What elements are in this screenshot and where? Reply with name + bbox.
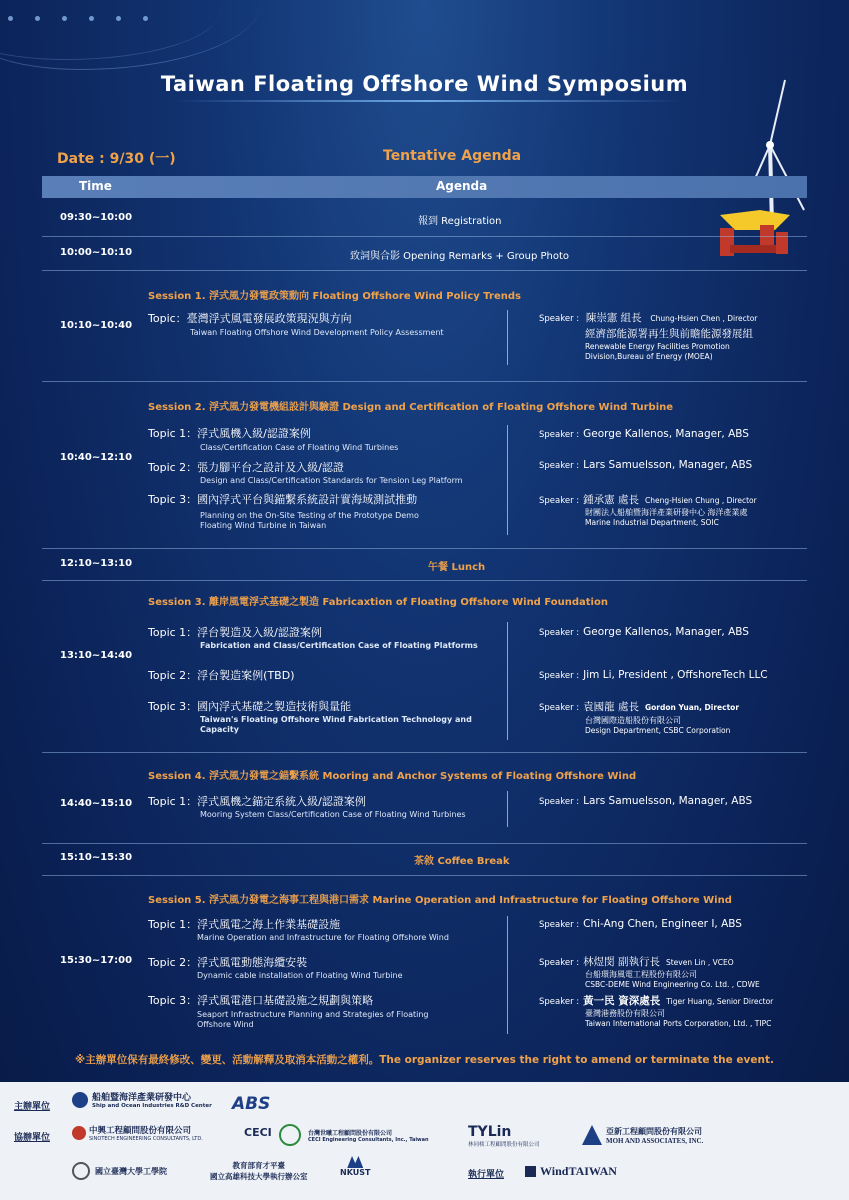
speaker	[539, 918, 742, 930]
soic-name-en: Ship and Ocean Industries R&D Center	[92, 1103, 212, 1109]
speaker-title: Cheng-Hsien Chung , Director	[644, 496, 757, 505]
sponsor-footer	[0, 1082, 849, 1200]
moe-logo	[210, 1160, 308, 1182]
ntu-seal-icon	[72, 1162, 90, 1180]
topic-subtitle: Class/Certification Case of Floating Wind Turbines	[200, 443, 399, 452]
speaker-name: 袁國龍 處長	[583, 701, 639, 713]
time-cell: 15:10~15:30	[60, 852, 133, 863]
row-divider	[42, 580, 807, 581]
sinotech-name-en: SINOTECH ENGINEERING CONSULTANTS, LTD.	[89, 1136, 203, 1142]
topic-title: Topic 3：國內浮式平台與錨繫系統設計實海域測試推動	[148, 493, 418, 506]
topic-subtitle: Fabrication and Class/Certification Case of Floating Platforms	[200, 641, 478, 650]
topic-title: Topic 1：浮式風電之海上作業基礎設施	[148, 918, 341, 931]
speaker-org-en: Renewable Energy Facilities Promotion	[585, 342, 730, 351]
speaker-org: 台船環海風電工程股份有限公司	[585, 970, 697, 979]
topic-subtitle: Floating Wind Turbine in Taiwan	[200, 521, 327, 530]
speaker-name: George Kallenos, Manager, ABS	[583, 626, 749, 638]
speaker-title: Tiger Huang, Senior Director	[666, 997, 774, 1006]
soic-name: 船舶暨海洋產業研發中心	[92, 1093, 192, 1103]
speaker-title: Chung-Hsien Chen , Director	[650, 314, 758, 323]
topic-title: Topic 2：張力腳平台之設計及入級/認證	[148, 461, 344, 474]
speaker	[539, 492, 757, 507]
ceci-emblem-icon	[279, 1124, 301, 1146]
speaker-name: Chi-Ang Chen, Engineer I, ABS	[583, 918, 742, 930]
speaker-org: 臺灣港務股份有限公司	[585, 1009, 665, 1018]
topic-title: Topic：臺灣浮式風電發展政策現況與方向	[148, 312, 352, 325]
speaker-label: Speaker :	[539, 958, 580, 968]
title-underline	[175, 100, 680, 102]
soic-emblem-icon	[72, 1092, 88, 1108]
topic-title: Topic 1：浮式風機之錨定系統入級/認證案例	[148, 795, 366, 808]
event-date: Date : 9/30 (一)	[57, 151, 176, 167]
speaker-label: Speaker :	[539, 703, 580, 713]
topic-title: Topic 1：浮式風機入級/認證案例	[148, 427, 311, 440]
speaker-org-en: Design Department, CSBC Corporation	[585, 726, 731, 735]
time-cell: 14:40~15:10	[60, 798, 133, 809]
session-title: Session 1. 浮式風力發電政策動向 Floating Offshore Wind Policy Trends	[148, 291, 521, 302]
session-title: Session 5. 浮式風力發電之海事工程與港口需求 Marine Operation and Infrastructure for Floating Offshore Wind	[148, 895, 732, 906]
time-cell: 15:30~17:00	[60, 955, 133, 966]
topic-subtitle: Marine Operation and Infrastructure for Floating Offshore Wind	[197, 933, 449, 942]
session-title: Session 3. 離岸風電浮式基礎之製造 Fabricaxtion of Floating Offshore Wind Foundation	[148, 597, 608, 608]
page-title: Taiwan Floating Offshore Wind Symposium	[160, 72, 689, 96]
topic-title: Topic 3：浮式風電港口基礎設施之規劃與策略	[148, 994, 374, 1007]
topic-title: Topic 2：浮台製造案例(TBD)	[148, 669, 295, 682]
nkust-wordmark: NKUST	[340, 1168, 371, 1177]
sinotech-logo	[72, 1124, 203, 1142]
sinotech-name: 中興工程顧問股份有限公司	[89, 1126, 192, 1136]
abs-logo: ABS	[232, 1094, 271, 1114]
speaker-name: Lars Samuelsson, Manager, ABS	[583, 795, 753, 807]
speaker-name: 林煜閔 副執行長	[583, 956, 660, 968]
time-cell: 12:10~13:10	[60, 558, 133, 569]
row-divider	[42, 843, 807, 844]
decorative-dots	[8, 6, 170, 25]
column-separator	[507, 916, 508, 1034]
disclaimer-note: ※主辦單位保有最終修改、變更、活動解釋及取消本活動之權利。The organizer reserves the right to amend or terminate the event.	[75, 1054, 774, 1066]
topic-title: Topic 2：浮式風電動態海纜安裝	[148, 956, 308, 969]
opening-text: 致詞與合影 Opening Remarks + Group Photo	[350, 251, 570, 262]
speaker-label: Speaker :	[539, 671, 580, 681]
speaker-org: 台灣國際造船股份有限公司	[585, 716, 681, 725]
lunch-text: 午餐 Lunch	[428, 562, 486, 573]
speaker-label: Speaker :	[539, 997, 580, 1007]
topic-subtitle: Mooring System Class/Certification Case of Floating Wind Turbines	[200, 810, 466, 819]
windtaiwan-logo	[525, 1164, 617, 1179]
moe-office: 國立高雄科技大學執行辦公室	[210, 1172, 308, 1181]
speaker	[539, 699, 739, 714]
speaker	[539, 993, 773, 1008]
column-separator	[507, 791, 508, 827]
speaker-label: Speaker :	[539, 314, 580, 324]
speaker-label: Speaker :	[539, 797, 580, 807]
speaker	[539, 459, 752, 471]
time-cell: 09:30~10:00	[60, 212, 133, 223]
topic-subtitle: Taiwan Floating Offshore Wind Development Policy Assessment	[190, 328, 444, 337]
speaker-name: George Kallenos, Manager, ABS	[583, 428, 749, 440]
ntu-logo	[72, 1162, 167, 1180]
coffee-text: 茶敘 Coffee Break	[414, 856, 510, 867]
speaker-label: Speaker :	[539, 920, 580, 930]
speaker	[539, 795, 752, 807]
column-separator	[507, 622, 508, 740]
tentative-agenda-heading: Tentative Agenda	[383, 148, 522, 164]
nkust-logo	[340, 1156, 370, 1177]
speaker-title: Gordon Yuan, Director	[644, 703, 740, 712]
table-header	[42, 176, 807, 198]
windtaiwan-wordmark: WindTAIWAN	[540, 1164, 617, 1178]
topic-title: Topic 3：國內浮式基礎之製造技術與量能	[148, 700, 352, 713]
agenda-header: Agenda	[436, 179, 488, 193]
speaker-org-en: Taiwan International Ports Corporation, Ltd. , TIPC	[585, 1019, 772, 1028]
speaker-org: 財團法人船舶暨海洋產業研發中心 海洋產業處	[585, 508, 748, 517]
topic-subtitle: Capacity	[200, 725, 239, 734]
topic-subtitle: Taiwan's Floating Offshore Wind Fabrication Technology and	[200, 715, 472, 724]
topic-subtitle: Planning on the On-Site Testing of the Prototype Demo	[200, 511, 419, 520]
speaker	[539, 428, 749, 440]
ntu-name: 國立臺灣大學工學院	[95, 1166, 167, 1176]
topic-subtitle: Design and Class/Certification Standards for Tension Leg Platform	[200, 476, 463, 485]
speaker	[539, 669, 768, 681]
speaker-label: Speaker :	[539, 628, 580, 638]
time-cell: 10:10~10:40	[60, 320, 133, 331]
speaker-title: Steven Lin , VCEO	[665, 958, 734, 967]
row-divider	[42, 875, 807, 876]
moh-name-en: MOH AND ASSOCIATES, INC.	[606, 1136, 704, 1145]
session-title: Session 4. 浮式風力發電之錨繫系統 Mooring and Anchor Systems of Floating Offshore Wind	[148, 771, 637, 782]
speaker-label: Speaker :	[539, 430, 580, 440]
speaker	[539, 310, 757, 325]
speaker-label: Speaker :	[539, 461, 580, 471]
moh-logo	[582, 1125, 703, 1145]
session-title: Session 2. 浮式風力發電機組設計與驗證 Design and Certification of Floating Offshore Wind Turbine	[148, 402, 674, 413]
column-separator	[507, 310, 508, 365]
windtaiwan-emblem-icon	[525, 1166, 536, 1177]
speaker-org-en: CSBC-DEME Wind Engineering Co. Ltd. , CDWE	[585, 980, 760, 989]
tylin-logo	[468, 1124, 540, 1148]
speaker-name: Jim Li, President , OffshoreTech LLC	[583, 669, 768, 681]
speaker-name: 陳崇憲 組長	[585, 312, 642, 324]
registration-text: 報到 Registration	[418, 216, 502, 227]
executor-label: 執行單位	[468, 1170, 505, 1180]
row-divider	[42, 381, 807, 382]
speaker-name: 鍾承憲 處長	[583, 494, 639, 506]
ceci-name: 台灣世曦工程顧問股份有限公司	[308, 1130, 393, 1137]
time-header: Time	[79, 179, 112, 193]
row-divider	[42, 548, 807, 549]
sinotech-emblem-icon	[72, 1126, 86, 1140]
column-separator	[507, 425, 508, 535]
speaker-name: 黃一民 資深處長	[583, 995, 661, 1007]
topic-subtitle: Dynamic cable installation of Floating Wind Turbine	[197, 971, 403, 980]
tylin-name: 林同棪工程顧問股份有限公司	[468, 1142, 540, 1148]
time-cell: 13:10~14:40	[60, 650, 133, 661]
co-organizer-label: 協辦單位	[14, 1133, 51, 1143]
host-label: 主辦單位	[14, 1102, 51, 1112]
time-cell: 10:40~12:10	[60, 452, 133, 463]
topic-subtitle: Seaport Infrastructure Planning and Strategies of Floating	[197, 1010, 429, 1019]
topic-title: Topic 1：浮台製造及入級/認證案例	[148, 626, 322, 639]
time-cell: 10:00~10:10	[60, 247, 133, 258]
soic-logo	[72, 1090, 212, 1109]
moe-name: 教育部育才平臺	[232, 1161, 285, 1170]
speaker	[539, 626, 749, 638]
row-divider	[42, 752, 807, 753]
speaker-name: Lars Samuelsson, Manager, ABS	[583, 459, 753, 471]
nkust-emblem-icon	[347, 1156, 363, 1168]
speaker-org-en: Division,Bureau of Energy (MOEA)	[585, 352, 713, 361]
ceci-logo	[308, 1128, 429, 1143]
speaker-org-en: Marine Industrial Department, SOIC	[585, 518, 719, 527]
moh-emblem-icon	[582, 1125, 602, 1145]
speaker	[539, 954, 734, 969]
tylin-wordmark: TYLin	[468, 1124, 512, 1140]
row-divider	[42, 236, 807, 237]
topic-subtitle: Offshore Wind	[197, 1020, 254, 1029]
row-divider	[42, 270, 807, 271]
ceci-name-en: CECI Engineering Consultants, Inc., Taiwan	[308, 1137, 429, 1143]
moh-name: 亞新工程顧問股份有限公司	[606, 1126, 702, 1136]
speaker-label: Speaker :	[539, 496, 580, 506]
speaker-org: 經濟部能源署再生與前瞻能源發展組	[585, 328, 753, 340]
ceci-wordmark: CECI	[244, 1126, 272, 1139]
